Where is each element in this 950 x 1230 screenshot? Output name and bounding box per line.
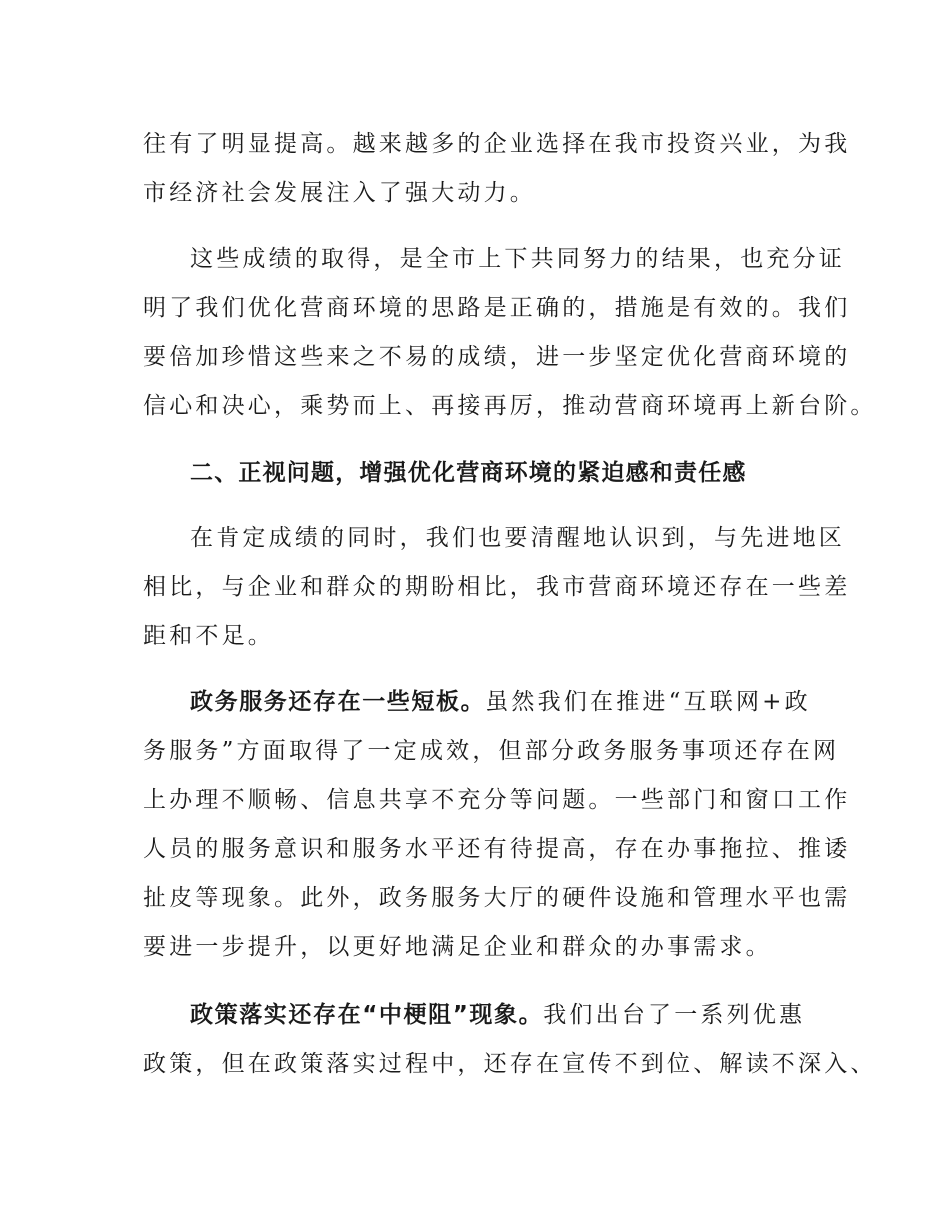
paragraph-4-lead: 政务服务还存在一些短板。 [190,689,486,715]
paragraph-5-lead: 政策落实还存在“中梗阻”现象。 [190,1002,544,1028]
paragraph-5-line-1 [190,999,870,1031]
paragraph-2-line-3: 要倍加珍惜这些来之不易的成绩，进一步坚定优化营商环境的 [143,344,851,370]
paragraph-1-line-1: 往有了明显提高。越来越多的企业选择在我市投资兴业，为我 [143,131,851,157]
paragraph-2-line-2: 明了我们优化营商环境的思路是正确的，措施是有效的。我们 [143,295,851,321]
paragraph-4-line-1 [190,686,870,718]
paragraph-3-line-2: 相比，与企业和群众的期盼相比，我市营商环境还存在一些差 [143,574,851,600]
paragraph-4-line-4: 人员的服务意识和服务水平还有待提高，存在办事拖拉、推诿 [143,836,851,862]
paragraph-4-line-6: 要进一步提升，以更好地满足企业和群众的办事需求。 [143,934,772,960]
paragraph-4-line-1-text: 虽然我们在推进“互联网+政 [485,689,811,715]
paragraph-2-line-4: 信心和决心，乘势而上、再接再厉，推动营商环境再上新台阶。 [143,393,877,419]
paragraph-5-line-2: 政策，但在政策落实过程中，还存在宣传不到位、解读不深入、 [143,1051,877,1077]
paragraph-4-line-2: 务服务”方面取得了一定成效，但部分政务服务事项还存在网 [143,738,840,764]
section-heading-2: 二、正视问题，增强优化营商环境的紧迫感和责任感 [190,460,747,486]
paragraph-2-line-1: 这些成绩的取得，是全市上下共同努力的结果，也充分证 [190,246,845,272]
paragraph-4-line-3: 上办理不顺畅、信息共享不充分等问题。一些部门和窗口工作 [143,787,851,813]
paragraph-1-line-2: 市经济社会发展注入了强大动力。 [143,180,536,206]
paragraph-3-line-3: 距和不足。 [143,623,274,649]
paragraph-5-line-1-text: 我们出台了一系列优惠 [543,1002,806,1028]
paragraph-4-line-5: 扯皮等现象。此外，政务服务大厅的硬件设施和管理水平也需 [143,885,851,911]
paragraph-3-line-1: 在肯定成绩的同时，我们也要清醒地认识到，与先进地区 [190,525,845,551]
